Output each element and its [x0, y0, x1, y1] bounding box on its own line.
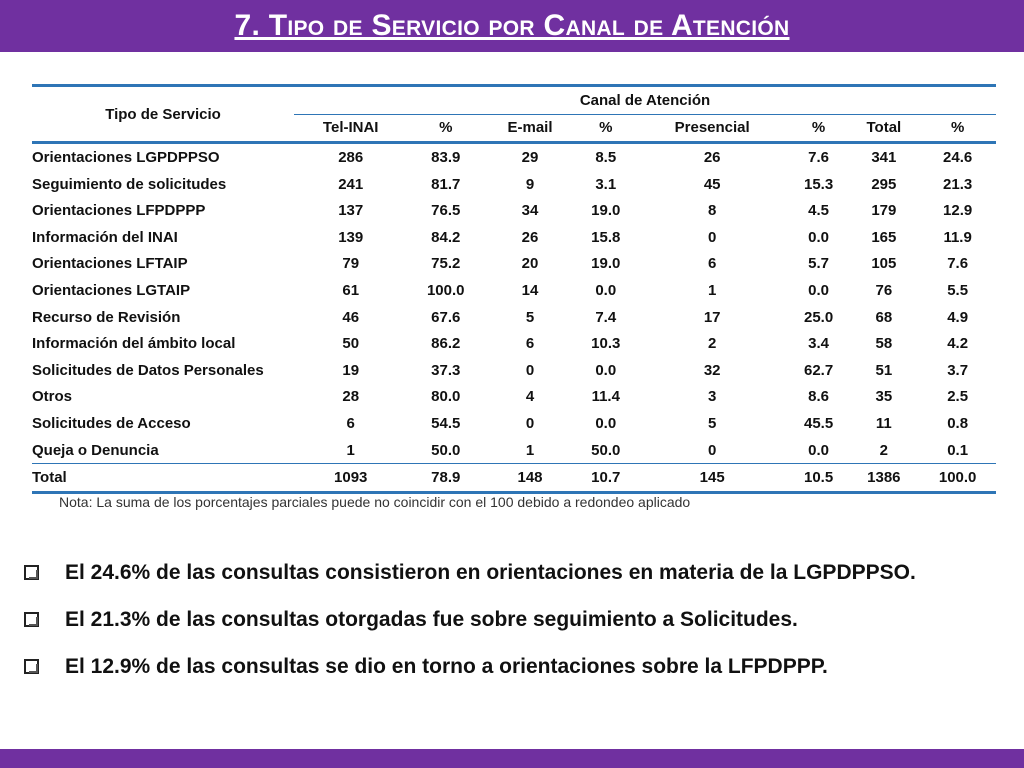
table-cell: 5.7: [808, 255, 830, 273]
checkbox-bullet-icon: [24, 659, 39, 674]
table-cell: 2.5: [947, 388, 969, 406]
table-cell: 145: [636, 464, 789, 493]
table-cell: 45.5: [804, 414, 834, 432]
table-cell: 8.5: [595, 148, 617, 166]
table-cell: 17: [703, 308, 721, 326]
table-cell: 84.2: [431, 228, 461, 246]
row-label: Solicitudes de Datos Personales: [32, 361, 264, 379]
column-header: Total: [848, 114, 919, 143]
table-row: [32, 143, 996, 171]
table-cell: 7.6: [808, 148, 830, 166]
total-row: [32, 464, 996, 493]
table-cell: 4.5: [808, 202, 830, 220]
table-cell: 9: [525, 175, 535, 193]
table-row: [32, 197, 996, 224]
row-label: Recurso de Revisión: [32, 308, 181, 326]
table-cell: 62.7: [804, 361, 834, 379]
table-cell: 28: [342, 388, 360, 406]
table-cell: 76.5: [431, 202, 461, 220]
table-cell: 76: [875, 281, 893, 299]
table-cell: 46: [342, 308, 360, 326]
service-channel-table: [32, 84, 996, 494]
table-cell: 0.0: [595, 414, 617, 432]
table-cell: 14: [521, 281, 539, 299]
table-cell: 0: [708, 228, 717, 246]
table-cell: 79: [342, 255, 360, 273]
table-cell: 4.2: [947, 335, 969, 353]
table-cell: 10.3: [591, 335, 621, 353]
table-cell: 54.5: [431, 414, 461, 432]
table-cell: 0.1: [947, 441, 969, 459]
table-cell: 6: [346, 414, 355, 432]
table-row: [32, 304, 996, 331]
table-cell: 100.0: [919, 464, 996, 493]
table-cell: 8: [708, 202, 717, 220]
bullet-item: [24, 605, 1004, 652]
table-row: [32, 171, 996, 198]
table-cell: 165: [871, 228, 897, 246]
row-label: Orientaciones LGTAIP: [32, 281, 191, 299]
table-cell: 4: [525, 388, 535, 406]
bullet-text: El 24.6% de las consultas consistieron en orientaciones en materia de la LGPDPPSO.: [65, 561, 916, 584]
table-cell: 6: [525, 335, 535, 353]
table-cell: 29: [521, 148, 539, 166]
table-cell: 61: [342, 281, 360, 299]
row-label: Seguimiento de solicitudes: [32, 175, 227, 193]
table-cell: 0.0: [808, 228, 830, 246]
checkbox-bullet-icon: [24, 565, 39, 580]
table-cell: 11.4: [591, 388, 620, 406]
table-row: [32, 437, 996, 464]
table-cell: 50: [342, 335, 360, 353]
table-cell: 19.0: [591, 255, 621, 273]
table-cell: 295: [871, 175, 897, 193]
row-label: Información del ámbito local: [32, 335, 236, 353]
page-title: 7. Tipo de Servicio por Canal de Atención: [234, 9, 790, 42]
table-cell: 139: [338, 228, 364, 246]
table-cell: 19.0: [591, 202, 621, 220]
footnote: Nota: La suma de los porcentajes parciales puede no coincidir con el 100 debido a redondeo aplicado: [59, 494, 691, 510]
table-cell: 26: [703, 148, 721, 166]
table-cell: 50.0: [431, 441, 461, 459]
table-cell: 137: [338, 202, 364, 220]
table-cell: 241: [338, 175, 364, 193]
table-cell: 6: [708, 255, 717, 273]
table-cell: 86.2: [431, 335, 461, 353]
table-row: [32, 224, 996, 251]
table-row: [32, 357, 996, 384]
table-cell: 15.8: [591, 228, 621, 246]
table-cell: 5: [525, 308, 535, 326]
table-cell: 0.0: [808, 281, 830, 299]
table-cell: 67.6: [431, 308, 461, 326]
row-label: Otros: [32, 388, 73, 406]
table-cell: 100.0: [426, 281, 465, 299]
table-cell: 3.7: [947, 361, 969, 379]
table-cell: 0.0: [808, 441, 830, 459]
bullet-item: [24, 652, 1004, 699]
bottom-bar: [0, 749, 1024, 768]
table-cell: 1386: [848, 464, 919, 493]
table-cell: 50.0: [591, 441, 621, 459]
table-cell: 0: [525, 361, 535, 379]
row-label: Información del INAI: [32, 228, 178, 246]
table-row: [32, 251, 996, 278]
table-cell: 341: [871, 148, 897, 166]
table-cell: 10.7: [576, 464, 636, 493]
table-cell: 83.9: [431, 148, 461, 166]
checkbox-bullet-icon: [24, 612, 39, 627]
table-cell: 1: [708, 281, 717, 299]
table-cell: 105: [871, 255, 897, 273]
table-cell: 1093: [294, 464, 407, 493]
table-cell: 32: [703, 361, 721, 379]
table-cell: 0.0: [595, 361, 617, 379]
table-cell: 0: [525, 414, 535, 432]
row-label: Queja o Denuncia: [32, 441, 159, 459]
table-cell: 1: [525, 441, 535, 459]
table-cell: 5.5: [947, 281, 969, 299]
table-cell: 80.0: [431, 388, 461, 406]
table-cell: 45: [703, 175, 721, 193]
table-cell: 7.6: [947, 255, 969, 273]
table-cell: 78.9: [407, 464, 484, 493]
row-label: Total: [32, 464, 294, 493]
table-cell: 0: [708, 441, 717, 459]
table-cell: 68: [875, 308, 893, 326]
table-cell: 0.8: [947, 414, 969, 432]
table-cell: 81.7: [431, 175, 461, 193]
table-cell: 3.1: [595, 175, 617, 193]
title-bar: [0, 0, 1024, 52]
column-header: %: [919, 114, 996, 143]
table-cell: 51: [875, 361, 893, 379]
table-cell: 3.4: [808, 335, 830, 353]
table-cell: 2: [708, 335, 717, 353]
tipo-header: Tipo de Servicio: [32, 86, 294, 143]
row-label: Orientaciones LFTAIP: [32, 255, 188, 273]
table-cell: 75.2: [431, 255, 461, 273]
column-header: Tel-INAI: [294, 114, 407, 143]
table-cell: 25.0: [804, 308, 834, 326]
table-cell: 10.5: [789, 464, 849, 493]
table-cell: 19: [342, 361, 360, 379]
column-header: E-mail: [484, 114, 576, 143]
row-label: Orientaciones LGPDPPSO: [32, 148, 220, 166]
table-cell: 148: [484, 464, 576, 493]
bullet-text: El 21.3% de las consultas otorgadas fue sobre seguimiento a Solicitudes.: [65, 608, 798, 631]
table-cell: 11: [875, 414, 892, 432]
table-cell: 58: [875, 335, 893, 353]
table-body: [32, 143, 996, 493]
row-label: Solicitudes de Acceso: [32, 414, 191, 432]
table-cell: 8.6: [808, 388, 830, 406]
table-row: [32, 384, 996, 411]
bullet-item: [24, 558, 1004, 605]
table-cell: 20: [521, 255, 539, 273]
bullet-list: [24, 558, 1004, 699]
table-cell: 26: [521, 228, 539, 246]
column-header: Presencial: [636, 114, 789, 143]
table-cell: 0.0: [595, 281, 617, 299]
table-cell: 7.4: [595, 308, 617, 326]
column-header: %: [789, 114, 849, 143]
table-cell: 2: [879, 441, 889, 459]
table-cell: 24.6: [943, 148, 973, 166]
table-header-row: [32, 86, 996, 115]
column-header: %: [576, 114, 636, 143]
table-cell: 35: [875, 388, 893, 406]
table-cell: 15.3: [804, 175, 834, 193]
bullet-text: El 12.9% de las consultas se dio en torno a orientaciones sobre la LFPDPPP.: [65, 655, 828, 678]
row-label: Orientaciones LFPDPPP: [32, 202, 206, 220]
column-header: %: [407, 114, 484, 143]
table-cell: 1: [346, 441, 355, 459]
table-cell: 34: [521, 202, 539, 220]
table-row: [32, 410, 996, 437]
table-cell: 4.9: [947, 308, 969, 326]
table-cell: 37.3: [431, 361, 461, 379]
canal-header: Canal de Atención: [294, 86, 996, 115]
table-cell: 5: [708, 414, 717, 432]
table-cell: 12.9: [943, 202, 973, 220]
table-row: [32, 330, 996, 357]
table-cell: 3: [708, 388, 717, 406]
table-row: [32, 277, 996, 304]
table-cell: 286: [338, 148, 364, 166]
table-cell: 179: [871, 202, 897, 220]
table-cell: 11.9: [943, 228, 972, 246]
table-cell: 21.3: [943, 175, 973, 193]
